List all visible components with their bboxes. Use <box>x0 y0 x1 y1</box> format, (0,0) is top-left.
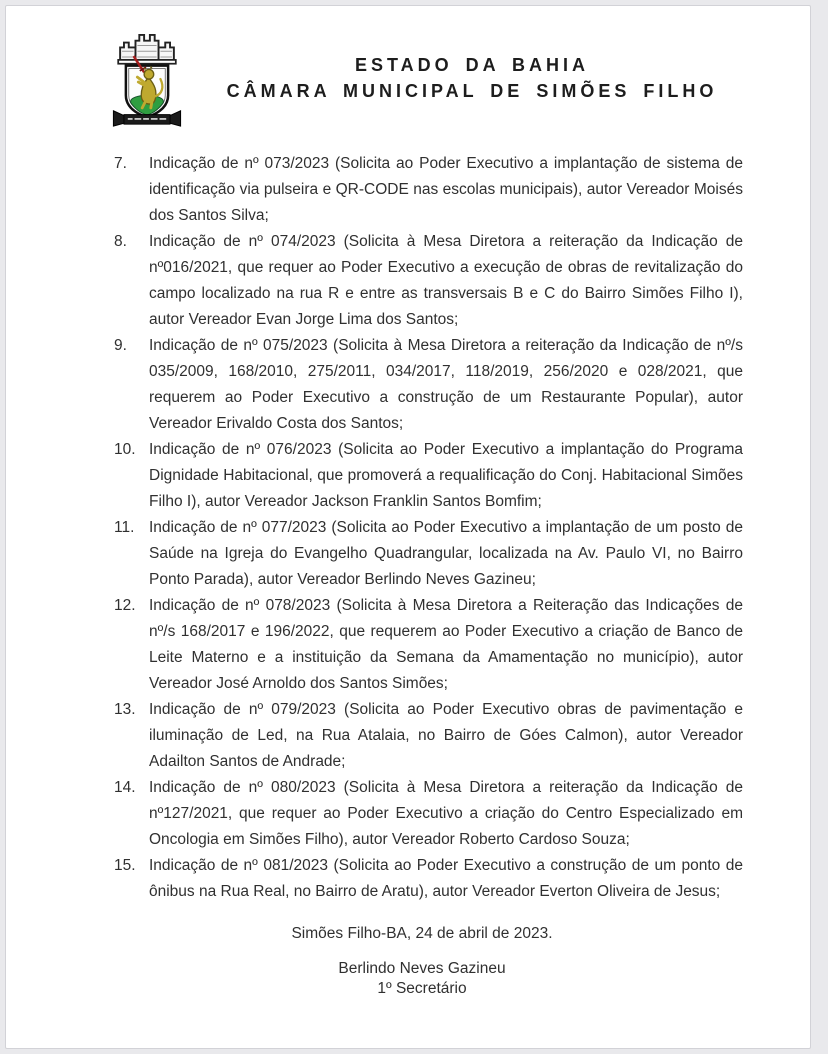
list-item <box>101 229 743 333</box>
item-text: Indicação de nº 078/2023 (Solicita à Mesa Diretora a Reiteração das Indicações de nº/s 168/2017 e 196/2022, que requerem ao Poder Executivo a criação de Banco de Leite Materno e a instituição da Semana da Amamentação no município), autor Vereador José Arnoldo dos Santos Simões; <box>149 597 743 692</box>
item-text: Indicação de nº 076/2023 (Solicita ao Poder Executivo a implantação do Programa Dignidade Habitacional, que promoverá a requalificação do Conj. Habitacional Simões Filho I), autor Vereador Jackson Franklin Santos Bomfim; <box>149 441 743 510</box>
item-text: Indicação de nº 073/2023 (Solicita ao Poder Executivo a implantação de sistema de identificação via pulseira e QR-CODE nas escolas municipais), autor Vereador Moisés dos Santos Silva; <box>149 155 743 224</box>
item-number: 7. <box>114 155 127 172</box>
item-text: Indicação de nº 081/2023 (Solicita ao Poder Executivo a construção de um ponto de ônibus na Rua Real, no Bairro de Aratu), autor Vereador Everton Oliveira de Jesus; <box>149 857 743 900</box>
org-name-line1: ESTADO DA BAHIA <box>355 55 589 75</box>
item-number: 13. <box>114 701 136 718</box>
item-number: 8. <box>114 233 127 250</box>
item-number: 12. <box>114 597 136 614</box>
item-number: 15. <box>114 857 136 874</box>
list-item <box>101 515 743 593</box>
item-text: Indicação de nº 075/2023 (Solicita à Mesa Diretora a reiteração da Indicação de nº/s 035/2009, 168/2010, 275/2011, 034/2017, 118/2019, 256/2020 e 028/2021, que requerem ao Poder Executivo a construção de um Restaurante Popular), autor Vereador Erivaldo Costa dos Santos; <box>149 337 743 432</box>
list-item <box>101 151 743 229</box>
signature-name: Berlindo Neves Gazineu <box>338 960 506 977</box>
list-item <box>101 775 743 853</box>
org-name-line2: CÂMARA MUNICIPAL DE SIMÕES FILHO <box>226 81 718 101</box>
org-name <box>201 52 743 104</box>
item-number: 14. <box>114 779 136 796</box>
indication-list <box>101 151 743 905</box>
item-text: Indicação de nº 074/2023 (Solicita à Mesa Diretora a reiteração da Indicação de nº016/2021, que requer ao Poder Executivo a execução de obras de revitalização do campo localizado na rua R e entre as transversais B e C do Bairro Simões Filho I), autor Vereador Evan Jorge Lima dos Santos; <box>149 233 743 328</box>
signature-role: 1º Secretário <box>377 980 467 997</box>
signature-block <box>101 959 743 999</box>
item-number: 10. <box>114 441 136 458</box>
item-number: 11. <box>114 519 135 536</box>
item-text: Indicação de nº 079/2023 (Solicita ao Poder Executivo obras de pavimentação e iluminação de Led, na Rua Atalaia, no Bairro de Góes Calmon), autor Vereador Adailton Santos de Andrade; <box>149 701 743 770</box>
document-page <box>5 5 811 1049</box>
list-item <box>101 593 743 697</box>
dateline: Simões Filho-BA, 24 de abril de 2023. <box>291 925 553 942</box>
list-item <box>101 853 743 905</box>
municipal-coat-of-arms-icon <box>99 30 195 132</box>
list-item <box>101 333 743 437</box>
list-item <box>101 697 743 775</box>
item-text: Indicação de nº 077/2023 (Solicita ao Poder Executivo a implantação de um posto de Saúde na Igreja do Evangelho Quadrangular, localizada na Av. Paulo VI, no Bairro Ponto Parada), autor Vereador Berlindo Neves Gazineu; <box>149 519 743 588</box>
list-item <box>101 437 743 515</box>
item-number: 9. <box>114 337 127 354</box>
document-header <box>101 6 743 146</box>
item-text: Indicação de nº 080/2023 (Solicita à Mesa Diretora a reiteração da Indicação de nº127/2021, que requer ao Poder Executivo a criação do Centro Especializado em Oncologia em Simões Filho), autor Vereador Roberto Cardoso Souza; <box>149 779 743 848</box>
